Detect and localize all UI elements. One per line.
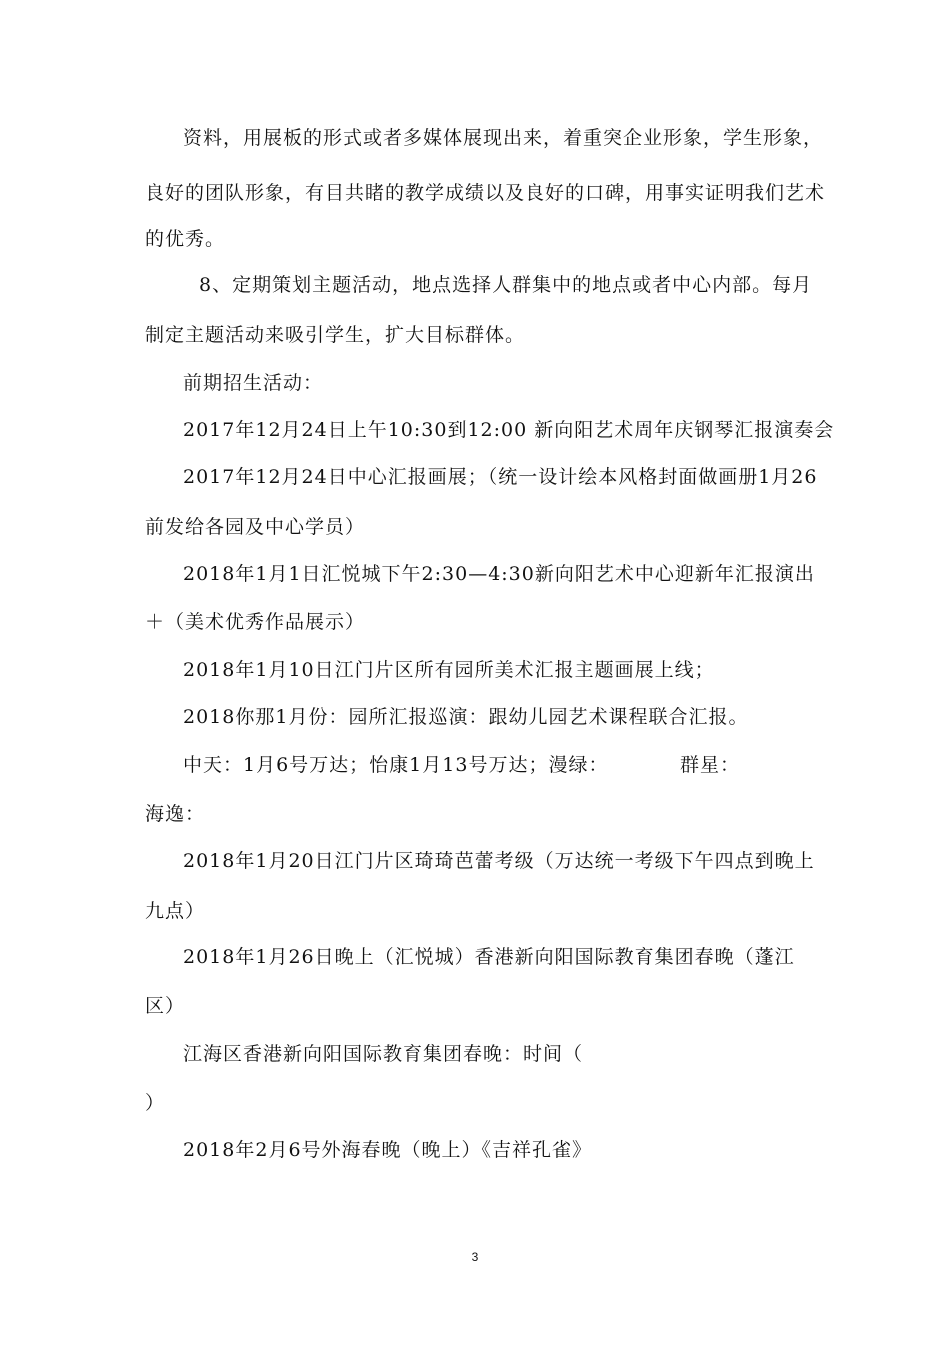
text-line: 海逸： — [145, 803, 206, 825]
page-number: 3 — [471, 1250, 479, 1264]
text-line: 良好的团队形象，有目共睹的教学成绩以及良好的口碑，用事实证明我们艺术 — [145, 182, 826, 204]
text-line: ） — [145, 1092, 166, 1114]
text-line: 群星： — [680, 754, 741, 776]
text-line: 制定主题活动来吸引学生，扩大目标群体。 — [145, 324, 526, 346]
text-line: 2018你那1月份：园所汇报巡演：跟幼儿园艺术课程联合汇报。 — [183, 706, 749, 728]
text-line: 2018年1月26日晚上（汇悦城）香港新向阳国际教育集团春晚（蓬江 — [183, 946, 795, 968]
text-line: 前发给各园及中心学员） — [145, 516, 366, 538]
text-line: ＋（美术优秀作品展示） — [145, 611, 366, 633]
text-line: 2018年1月10日江门片区所有园所美术汇报主题画展上线； — [183, 659, 715, 681]
text-line: 九点） — [145, 900, 206, 922]
text-line: 2018年2月6号外海春晚（晚上）《吉祥孔雀》 — [183, 1139, 593, 1161]
text-line: 的优秀。 — [145, 228, 226, 250]
text-line: 中天：1月6号万达；怡康1月13号万达；漫绿： — [183, 754, 609, 776]
text-line: 区） — [145, 995, 186, 1017]
text-line: 资料，用展板的形式或者多媒体展现出来，着重突企业形象，学生形象， — [183, 127, 824, 149]
text-line: 2017年12月24日上午10:30到12:00 新向阳艺术周年庆钢琴汇报演奏会 — [183, 419, 835, 441]
text-line: 2018年1月20日江门片区琦琦芭蕾考级（万达统一考级下午四点到晚上 — [183, 850, 815, 872]
text-line: 2018年1月1日汇悦城下午2:30—4:30新向阳艺术中心迎新年汇报演出 — [183, 563, 815, 585]
text-line: 2017年12月24日中心汇报画展；（统一设计绘本风格封面做画册1月26 — [183, 466, 818, 488]
text-line: 前期招生活动： — [183, 372, 324, 394]
text-line: 江海区香港新向阳国际教育集团春晚：时间（ — [183, 1043, 584, 1065]
text-line: 8、定期策划主题活动，地点选择人群集中的地点或者中心内部。每月 — [199, 274, 813, 296]
